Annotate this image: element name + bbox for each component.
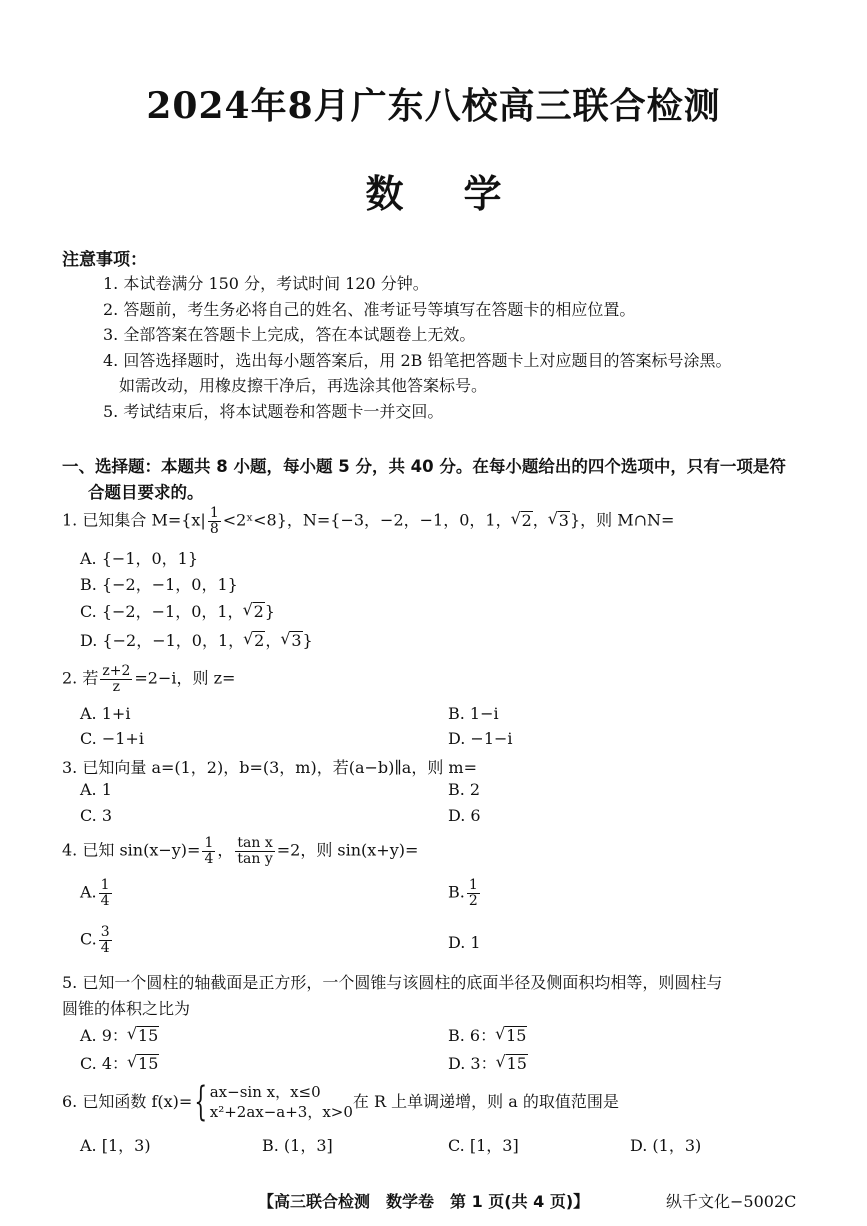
option-c: C. 3 xyxy=(80,806,113,825)
option-c: C. [1，3] xyxy=(448,1136,519,1155)
option-d: D. −1−i xyxy=(448,729,513,748)
notice-heading: 注意事项： xyxy=(62,250,147,270)
page-footer: 【高三联合检测 数学卷 第 1 页(共 4 页)】 xyxy=(258,1192,590,1211)
option-c: C. $\frac{3}{4}$ xyxy=(80,924,110,956)
option-d: D. {−2，−1，0，1，√ 2，√ 3} xyxy=(80,628,313,651)
piecewise-cases: ax−sin x，x≤0 x²+2ax−a+3，x>0 xyxy=(209,1083,353,1122)
section-heading-line1: 一、选择题：本题共 8 小题，每小题 5 分，共 40 分。在每小题给出的四个选项中，只有一项是符 xyxy=(62,457,786,476)
option-a: A. {−1，0，1} xyxy=(80,549,199,568)
notice-item: 5. 考试结束后，将本试题卷和答题卡一并交回。 xyxy=(103,402,444,421)
option-d: D. 3：√ 15 xyxy=(448,1051,528,1074)
question-1: 1. 已知集合 M={x| $\frac{1}{8}$ <2ˣ<8}，N={−3，−2，−1，0，1，√ 2，√ 3}，则 M∩N= xyxy=(62,506,674,536)
question-5-line1: 5. 已知一个圆柱的轴截面是正方形，一个圆锥与该圆柱的底面半径及侧面积均相等，则圆柱与 xyxy=(62,973,723,992)
option-a: A. $\frac{1}{4}$ xyxy=(80,877,110,909)
fraction: $\frac{z+2}{z}$ xyxy=(102,663,131,695)
option-c: C. 4：√ 15 xyxy=(80,1051,159,1074)
option-b: B. {−2，−1，0，1} xyxy=(80,575,238,594)
option-b: B. 6：√ 15 xyxy=(448,1023,527,1046)
exam-title: 2024年8月广东八校高三联合检测 xyxy=(146,85,721,127)
option-d: D. 6 xyxy=(448,806,481,825)
option-c: C. {−2，−1，0，1，√ 2} xyxy=(80,599,275,622)
question-5-line2: 圆锥的体积之比为 xyxy=(62,999,191,1018)
question-4: 4. 已知 sin(x−y)= $\frac{1}{4}$ ， $\frac{\text{tan x}}{\text{tan y}}$ =2，则 sin(x+y)= xyxy=(62,835,419,867)
option-b: B. 2 xyxy=(448,780,481,799)
notice-item: 3. 全部答案在答题卡上完成，答在本试题卷上无效。 xyxy=(103,325,476,344)
publisher-code: 纵千文化−5002C xyxy=(666,1192,797,1211)
option-a: A. 9：√ 15 xyxy=(80,1023,159,1046)
notice-item: 4. 回答选择题时，选出每小题答案后，用 2B 铅笔把答题卡上对应题目的答案标号涂黑。 xyxy=(103,351,732,370)
question-6: 6. 已知函数 f(x)={ ax−sin x，x≤0 x²+2ax−a+3，x>0 在 R 上单调递增，则 a 的取值范围是 xyxy=(62,1079,619,1126)
option-c: C. −1+i xyxy=(80,729,144,748)
question-3: 3. 已知向量 a=(1，2)，b=(3，m)，若(a−b)∥a，则 m= xyxy=(62,758,477,777)
option-b: B. 1−i xyxy=(448,704,499,723)
option-a: A. 1 xyxy=(80,780,112,799)
fraction: $\frac{1}{8}$ xyxy=(209,505,219,537)
notice-item: 如需改动，用橡皮擦干净后，再选涂其他答案标号。 xyxy=(119,376,488,395)
section-heading-line2: 合题目要求的。 xyxy=(88,483,204,502)
option-d: D. 1 xyxy=(448,933,481,952)
option-a: A. 1+i xyxy=(80,704,131,723)
question-2: 2. 若 $\frac{z+2}{z}$ =2−i，则 z= xyxy=(62,663,236,695)
fraction: $\frac{\text{tan x}}{\text{tan y}}$ xyxy=(237,835,273,867)
option-b: B. $\frac{1}{2}$ xyxy=(448,877,478,909)
option-a: A. [1，3) xyxy=(80,1136,151,1155)
notice-item: 2. 答题前，考生务必将自己的姓名、准考证号等填写在答题卡的相应位置。 xyxy=(103,300,636,319)
fraction: $\frac{1}{4}$ xyxy=(204,835,214,867)
notice-item: 1. 本试卷满分 150 分，考试时间 120 分钟。 xyxy=(103,274,429,293)
option-b: B. (1，3] xyxy=(262,1136,333,1155)
subject-title: 数学 xyxy=(365,171,562,216)
option-d: D. (1，3) xyxy=(630,1136,702,1155)
